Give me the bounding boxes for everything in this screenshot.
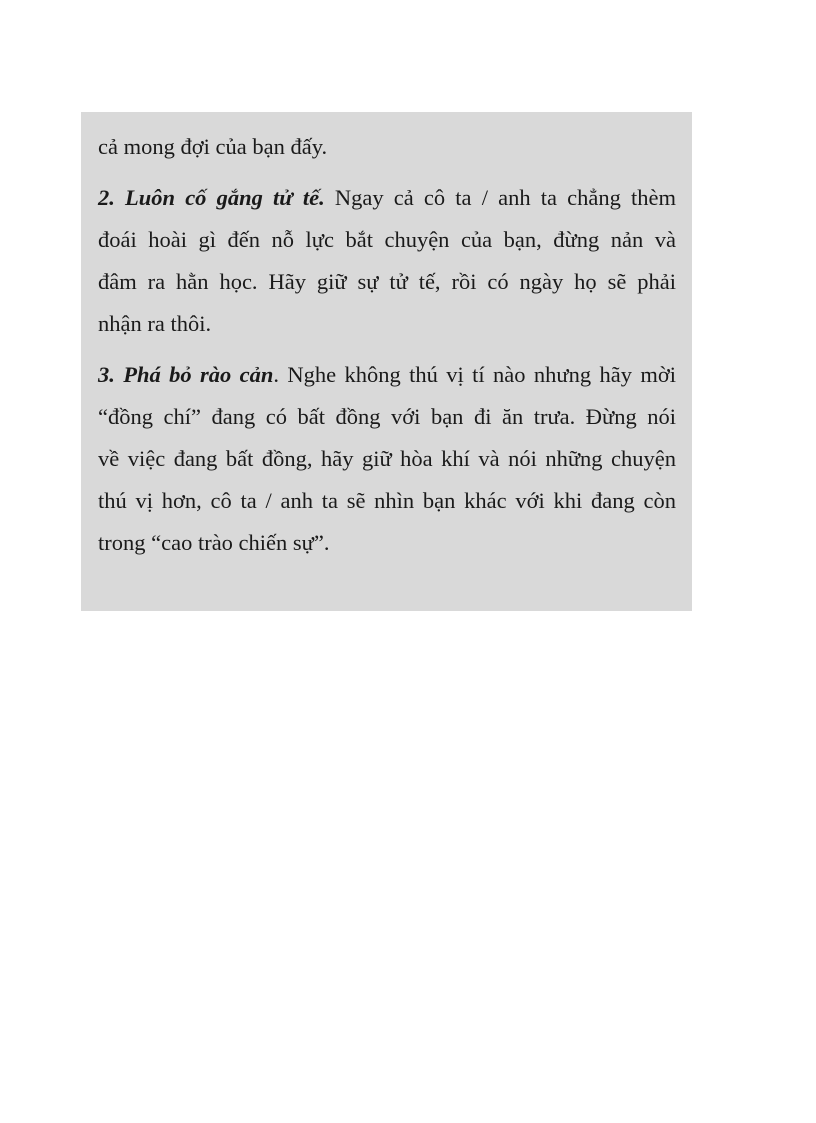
tip-3-line-2: “đồng chí” đang có bất đồng với bạn đi ăn trưa. Đừng nói bbox=[98, 404, 676, 429]
tip-3-line-1 bbox=[98, 354, 676, 396]
tip-2-line-4: nhận ra thôi. bbox=[98, 311, 212, 336]
tip-3-line-3: về việc đang bất đồng, hãy giữ hòa khí và nói những chuyện bbox=[98, 446, 676, 471]
tip-2-line-1 bbox=[98, 177, 676, 219]
tip-2-line-2: đoái hoài gì đến nỗ lực bắt chuyện của bạn, đừng nản và bbox=[98, 227, 676, 252]
tip-3-heading: 3. Phá bỏ rào cản bbox=[98, 362, 274, 387]
tip-3-line-1-text: . Nghe không thú vị tí nào nhưng hãy mời bbox=[273, 362, 676, 387]
tip-2-line-3: đâm ra hằn học. Hãy giữ sự tử tế, rồi có ngày họ sẽ phải bbox=[98, 269, 676, 294]
continuation-line bbox=[98, 126, 676, 168]
tip-2-paragraph bbox=[98, 177, 676, 345]
tip-3-paragraph bbox=[98, 354, 676, 564]
tip-3-line-4: thú vị hơn, cô ta / anh ta sẽ nhìn bạn khác với khi đang còn bbox=[98, 488, 676, 513]
tips-text-box bbox=[81, 112, 692, 611]
tip-2-heading: 2. Luôn cố gắng tử tế. bbox=[98, 185, 325, 210]
continuation-text: cả mong đợi của bạn đấy. bbox=[98, 134, 328, 159]
tip-3-line-5: trong “cao trào chiến sự”. bbox=[98, 530, 330, 555]
tip-2-line-1-text: Ngay cả cô ta / anh ta chẳng thèm bbox=[324, 185, 676, 210]
